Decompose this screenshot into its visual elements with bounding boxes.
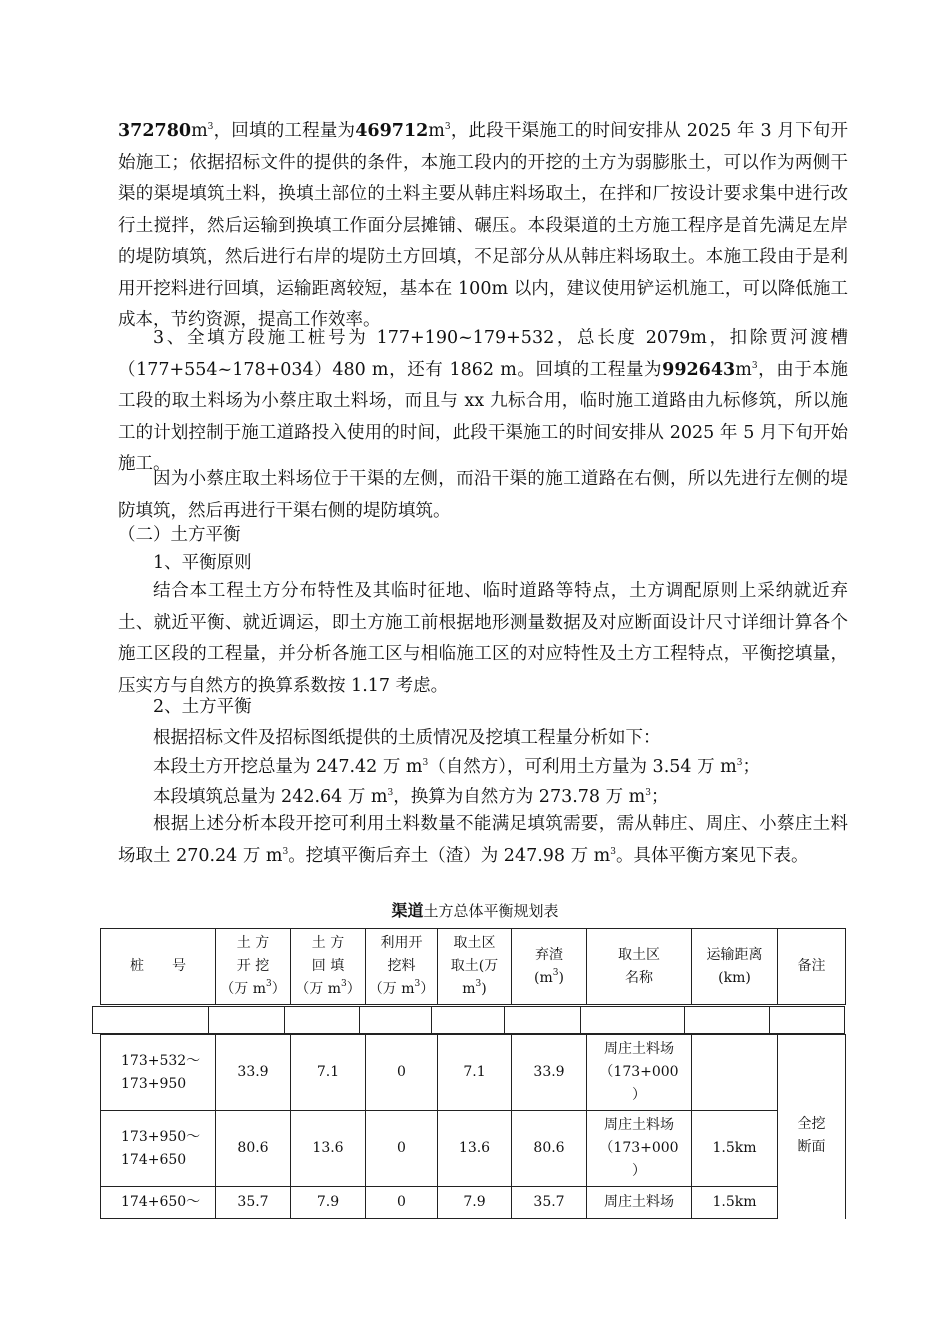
- cell-borrow: 7.1: [438, 1035, 512, 1111]
- cell-reuse: 0: [366, 1111, 438, 1187]
- cell-reuse: 0: [366, 1035, 438, 1111]
- table-row: [101, 1035, 846, 1111]
- cell-distance: [692, 1035, 778, 1111]
- cell-backfill: 7.1: [291, 1035, 366, 1111]
- cell-waste: 35.7: [512, 1187, 587, 1219]
- cell-distance: 1.5km: [692, 1187, 778, 1219]
- header-stake: 桩 号: [101, 929, 216, 1005]
- paragraph-4: 结合本工程土方分布特性及其临时征地、临时道路等特点，土方调配原则上采纳就近弃土、就近平衡、就近调运，即土方施工前根据地形测量数据及对应断面设计尺寸详细计算各个施工区段的工程量，并分析各施工区与相临施工区的对应特性及土方工程特点，平衡挖填量，压实方与自然方的换算系数按 1.17 考虑。: [118, 581, 848, 696]
- header-remark: 备注: [778, 929, 846, 1005]
- cell-distance: 1.5km: [692, 1111, 778, 1187]
- cell-backfill: 7.9: [291, 1187, 366, 1219]
- header-borrow: 取土区 取土(万 $m^3$): [438, 929, 512, 1005]
- cell-waste: 80.6: [512, 1111, 587, 1187]
- cell-borrow-name: 周庄土料场 （173+000 ）: [587, 1111, 692, 1187]
- paragraph-7: 本段填筑总量为 242.64 万 $m^3$，换算为自然方为 273.78 万 $m^3$；: [153, 787, 669, 807]
- cell-backfill: 13.6: [291, 1111, 366, 1187]
- cell-stake: 173+532～ 173+950: [101, 1035, 216, 1111]
- table-title: 渠道土方总体平衡规划表: [391, 901, 559, 920]
- cell-borrow: 13.6: [438, 1111, 512, 1187]
- cell-stake: 173+950～ 174+650: [101, 1111, 216, 1187]
- cell-excavation: 80.6: [216, 1111, 291, 1187]
- paragraph-6: 本段土方开挖总量为 247.42 万 $m^3$（自然方），可利用土方量为 3.54 万 $m^3$；: [153, 757, 760, 777]
- paragraph-5: 根据招标文件及招标图纸提供的土质情况及挖填工程量分析如下：: [153, 728, 661, 748]
- header-backfill: 土 方 回 填 （万 $m^3$）: [291, 929, 366, 1005]
- cell-borrow-name: 周庄土料场 （173+000 ）: [587, 1035, 692, 1111]
- subheading-earth-balance: 2、土方平衡: [153, 697, 252, 717]
- cell-reuse: 0: [366, 1187, 438, 1219]
- cell-stake: 174+650～: [101, 1187, 216, 1219]
- header-borrow-name: 取土区 名称: [587, 929, 692, 1005]
- header-reuse: 利用开 挖料 （万 $m^3$）: [366, 929, 438, 1005]
- section-heading: （二）土方平衡: [118, 525, 241, 545]
- cell-borrow: 7.9: [438, 1187, 512, 1219]
- cell-waste: 33.9: [512, 1035, 587, 1111]
- paragraph-3: 因为小蔡庄取土料场位于干渠的左侧，而沿干渠的施工道路在右侧，所以先进行左侧的堤防填筑，然后再进行干渠右侧的堤防填筑。: [118, 469, 848, 521]
- balance-table-body: [100, 1034, 846, 1219]
- cell-remark-merged: 全挖 断面: [778, 1035, 846, 1219]
- header-waste: 弃渣 $(m^3)$: [512, 929, 587, 1005]
- table-row: [101, 1111, 846, 1187]
- cell-excavation: 35.7: [216, 1187, 291, 1219]
- cell-excavation: 33.9: [216, 1035, 291, 1111]
- paragraph-8: 根据上述分析本段开挖可利用土料数量不能满足填筑需要，需从韩庄、周庄、小蔡庄土料场取土 270.24 万 $m^3$。挖填平衡后弃土（渣）为 247.98 万 $m^3$。具体平衡方案见下表。: [118, 814, 848, 866]
- cell-borrow-name: 周庄土料场: [587, 1187, 692, 1219]
- paragraph-2: 3、全填方段施工桩号为 177+190~179+532，总长度 2079m，扣除贾河渡槽（177+554~178+034）480 m，还有 1862 m。回填的工程量为$992643m^3$，由于本施工段的取土料场为小蔡庄取土料场，而且与 xx 九标合用，临时施工道路由九标修筑，所以施工的计划控制于施工道路投入使用的时间，此段干渠施工的时间安排从 2025 年 5 月下旬开始施工。: [118, 328, 848, 474]
- header-excavation: 土 方 开 挖 （万 $m^3$）: [216, 929, 291, 1005]
- subheading-balance-principle: 1、平衡原则: [153, 553, 252, 573]
- table-row: [101, 1187, 846, 1219]
- balance-table-header: [100, 928, 846, 1005]
- paragraph-1: $372780m^3$，回填的工程量为$469712m^3$，此段干渠施工的时间安排从 2025 年 3 月下旬开始施工；依据招标文件的提供的条件，本施工段内的开挖的土方为弱膨胀土，可以作为两侧干渠的渠堤填筑土料，换填土部位的土料主要从韩庄料场取土，在拌和厂按设计要求集中进行改行土搅拌，然后运输到换填工作面分层摊铺、碾压。本段渠道的土方施工程序是首先满足左岸的堤防填筑，然后进行右岸的堤防土方回填，不足部分从从韩庄料场取土。本施工段由于是利用开挖料进行回填，运输距离较短，基本在 100m 以内，建议使用铲运机施工，可以降低施工成本，节约资源，提高工作效率。: [118, 121, 849, 330]
- header-distance: 运输距离 (km): [692, 929, 778, 1005]
